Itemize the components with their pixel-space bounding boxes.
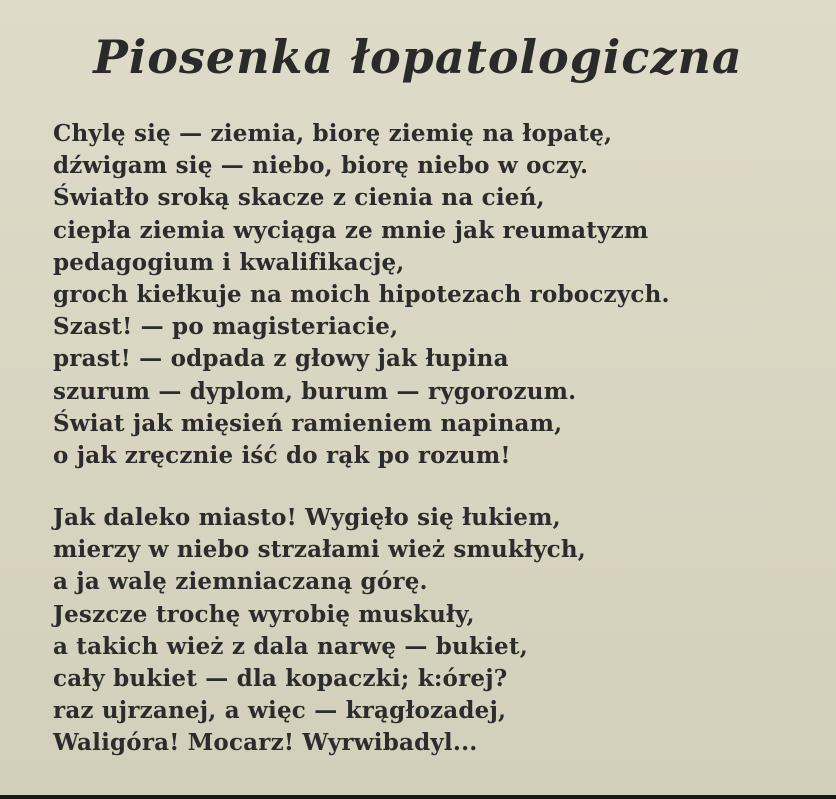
poem-line: dźwigam się — niebo, biorę niebo w oczy. xyxy=(53,152,589,180)
poem-line: ciepła ziemia wyciąga ze mnie jak reumatyzm xyxy=(53,216,649,244)
poem-line: a takich wież z dala narwę — bukiet, xyxy=(53,632,528,660)
poem-line: Świat jak mięsień ramieniem napinam, xyxy=(53,409,563,437)
poem-line: Waligóra! Mocarz! Wyrwibadyl... xyxy=(53,729,478,757)
poem-line: Jak daleko miasto! Wygięło się łukiem, xyxy=(53,504,561,531)
poem-line: Jeszcze trochę wyrobię muskuły, xyxy=(53,600,475,628)
poem-line: Chylę się — ziemia, biorę ziemię na łopatę, xyxy=(53,120,613,147)
poem-line: a ja walę ziemniaczaną górę. xyxy=(53,568,428,596)
scan-bottom-edge xyxy=(0,795,836,799)
poem-line: groch kiełkuje na moich hipotezach roboczych. xyxy=(53,281,670,309)
poem-line: pedagogium i kwalifikację, xyxy=(53,248,405,276)
stanza-1 xyxy=(53,118,670,472)
poem-title: Piosenka łopatologiczna xyxy=(93,30,743,84)
poem-line: cały bukiet — dla kopaczki; k:órej? xyxy=(53,665,508,693)
poem-line: prast! — odpada z głowy jak łupina xyxy=(53,345,509,373)
stanza-2 xyxy=(53,502,586,760)
poem-line: Szast! — po magisteriacie, xyxy=(53,313,399,341)
poem-line: Światło sroką skacze z cienia na cień, xyxy=(53,184,545,212)
poem-line: o jak zręcznie iść do rąk po rozum! xyxy=(53,442,511,470)
poem-line: mierzy w niebo strzałami wież smukłych, xyxy=(53,536,587,564)
poem-line: szurum — dyplom, burum — rygorozum. xyxy=(53,377,577,405)
poem-line: raz ujrzanej, a więc — krągłozadej, xyxy=(53,697,507,725)
